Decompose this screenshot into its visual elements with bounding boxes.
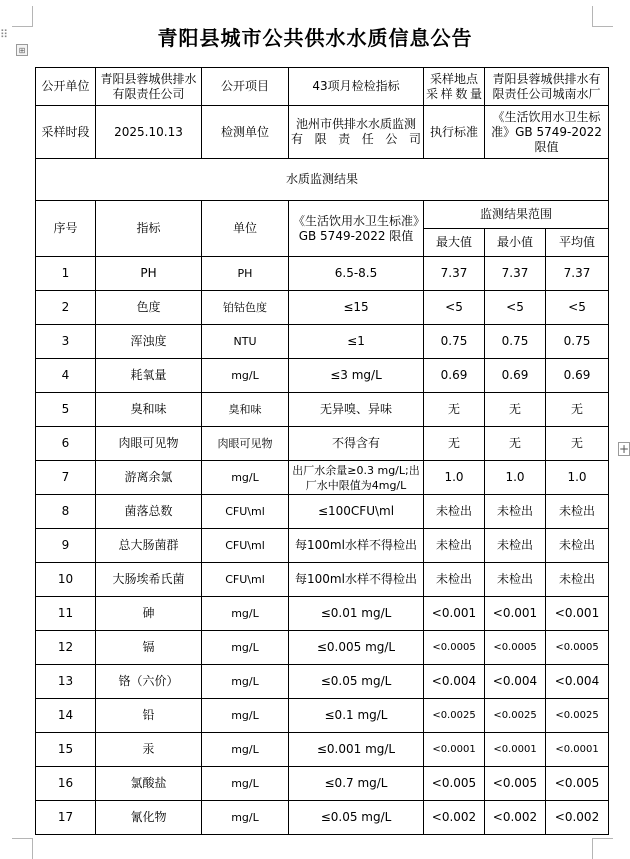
max-value: 1.0 xyxy=(424,461,485,495)
unit: mg/L xyxy=(202,665,289,699)
table-row xyxy=(36,291,609,325)
max-value: <0.0005 xyxy=(424,631,485,665)
min-value: 0.75 xyxy=(485,325,546,359)
table-row xyxy=(36,563,609,597)
table-row xyxy=(36,631,609,665)
standard-limit: ≤0.01 mg/L xyxy=(289,597,424,631)
indicator-name: PH xyxy=(96,257,202,291)
min-value: <0.0001 xyxy=(485,733,546,767)
max-value: <0.002 xyxy=(424,801,485,835)
table-row xyxy=(36,495,609,529)
max-value: 未检出 xyxy=(424,563,485,597)
public-unit-value: 青阳县蓉城供排水有限责任公司 xyxy=(96,68,202,106)
header-indicator: 指标 xyxy=(96,201,202,257)
avg-value: 未检出 xyxy=(546,495,609,529)
unit: mg/L xyxy=(202,597,289,631)
table-row xyxy=(36,767,609,801)
unit: 肉眼可见物 xyxy=(202,427,289,461)
sampling-time-value: 2025.10.13 xyxy=(96,106,202,159)
unit: CFU\ml xyxy=(202,563,289,597)
indicator-name: 砷 xyxy=(96,597,202,631)
table-row xyxy=(36,801,609,835)
row-no: 6 xyxy=(36,427,96,461)
table-row xyxy=(36,597,609,631)
standard-limit: ≤1 xyxy=(289,325,424,359)
max-value: 无 xyxy=(424,427,485,461)
max-value: <0.0001 xyxy=(424,733,485,767)
unit: CFU\ml xyxy=(202,529,289,563)
unit: mg/L xyxy=(202,767,289,801)
row-no: 4 xyxy=(36,359,96,393)
standard-limit: ≤0.05 mg/L xyxy=(289,801,424,835)
standard-limit: 不得含有 xyxy=(289,427,424,461)
public-unit-label: 公开单位 xyxy=(36,68,96,106)
max-value: 7.37 xyxy=(424,257,485,291)
row-no: 1 xyxy=(36,257,96,291)
header-range: 监测结果范围 xyxy=(424,201,609,229)
unit: PH xyxy=(202,257,289,291)
testing-unit-value: 池州市供排水水质监测有限责任公司 xyxy=(289,106,424,159)
avg-value: 7.37 xyxy=(546,257,609,291)
standard-limit: ≤0.1 mg/L xyxy=(289,699,424,733)
standard-limit: 6.5-8.5 xyxy=(289,257,424,291)
row-no: 3 xyxy=(36,325,96,359)
standard-limit: 每100ml水样不得检出 xyxy=(289,563,424,597)
min-value: 1.0 xyxy=(485,461,546,495)
table-row xyxy=(36,427,609,461)
water-quality-table xyxy=(35,67,609,835)
unit: mg/L xyxy=(202,359,289,393)
min-value: <0.0005 xyxy=(485,631,546,665)
standard-limit: ≤100CFU\ml xyxy=(289,495,424,529)
max-value: 未检出 xyxy=(424,529,485,563)
max-value: 未检出 xyxy=(424,495,485,529)
unit: mg/L xyxy=(202,801,289,835)
min-value: <0.002 xyxy=(485,801,546,835)
avg-value: <0.004 xyxy=(546,665,609,699)
avg-value: <0.002 xyxy=(546,801,609,835)
standard-limit: 每100ml水样不得检出 xyxy=(289,529,424,563)
row-no: 9 xyxy=(36,529,96,563)
avg-value: 1.0 xyxy=(546,461,609,495)
indicator-name: 臭和味 xyxy=(96,393,202,427)
unit: mg/L xyxy=(202,699,289,733)
standard-limit: 出厂水余量≥0.3 mg/L;出厂水中限值为4mg/L xyxy=(289,461,424,495)
standard-value: 《生活饮用水卫生标准》GB 5749-2022限值 xyxy=(485,106,609,159)
max-value: <0.005 xyxy=(424,767,485,801)
indicator-name: 镉 xyxy=(96,631,202,665)
table-row xyxy=(36,257,609,291)
standard-limit: ≤3 mg/L xyxy=(289,359,424,393)
table-row xyxy=(36,699,609,733)
indicator-name: 浑浊度 xyxy=(96,325,202,359)
table-row xyxy=(36,461,609,495)
unit: mg/L xyxy=(202,631,289,665)
standard-limit: ≤0.001 mg/L xyxy=(289,733,424,767)
crop-mark-bottom-right xyxy=(592,838,613,859)
avg-value: 0.69 xyxy=(546,359,609,393)
indicator-name: 氯酸盐 xyxy=(96,767,202,801)
info-row-2 xyxy=(36,106,609,159)
table-row xyxy=(36,359,609,393)
public-item-value: 43项月检检指标 xyxy=(289,68,424,106)
sampling-site-value: 青阳县蓉城供排水有限责任公司城南水厂 xyxy=(485,68,609,106)
add-column-icon[interactable]: + xyxy=(619,442,630,456)
min-value: 未检出 xyxy=(485,495,546,529)
page-title: 青阳县城市公共供水水质信息公告 xyxy=(157,26,473,50)
unit: NTU xyxy=(202,325,289,359)
indicator-name: 耗氧量 xyxy=(96,359,202,393)
standard-limit: ≤0.005 mg/L xyxy=(289,631,424,665)
header-avg: 平均值 xyxy=(546,229,609,257)
row-no: 11 xyxy=(36,597,96,631)
max-value: 0.75 xyxy=(424,325,485,359)
header-limit: 《生活饮用水卫生标准》GB 5749-2022 限值 xyxy=(289,201,424,257)
header-max: 最大值 xyxy=(424,229,485,257)
row-no: 2 xyxy=(36,291,96,325)
min-value: 7.37 xyxy=(485,257,546,291)
avg-value: 未检出 xyxy=(546,563,609,597)
table-move-handle-icon[interactable]: ⊞ xyxy=(16,44,28,56)
standard-limit: ≤0.05 mg/L xyxy=(289,665,424,699)
standard-limit: ≤15 xyxy=(289,291,424,325)
row-no: 12 xyxy=(36,631,96,665)
min-value: <0.004 xyxy=(485,665,546,699)
row-no: 10 xyxy=(36,563,96,597)
indicator-name: 氰化物 xyxy=(96,801,202,835)
avg-value: <0.0001 xyxy=(546,733,609,767)
indicator-name: 大肠埃希氏菌 xyxy=(96,563,202,597)
header-no: 序号 xyxy=(36,201,96,257)
indicator-name: 汞 xyxy=(96,733,202,767)
row-no: 17 xyxy=(36,801,96,835)
min-value: 无 xyxy=(485,427,546,461)
row-no: 16 xyxy=(36,767,96,801)
header-row-1 xyxy=(36,201,609,229)
table-row xyxy=(36,733,609,767)
avg-value: <0.005 xyxy=(546,767,609,801)
row-no: 13 xyxy=(36,665,96,699)
crop-mark-bottom-left xyxy=(12,838,33,859)
row-no: 15 xyxy=(36,733,96,767)
max-value: <0.004 xyxy=(424,665,485,699)
info-row-1 xyxy=(36,68,609,106)
min-value: 未检出 xyxy=(485,563,546,597)
max-value: <0.001 xyxy=(424,597,485,631)
min-value: <0.001 xyxy=(485,597,546,631)
unit: 铂钴色度 xyxy=(202,291,289,325)
avg-value: <0.001 xyxy=(546,597,609,631)
avg-value: 0.75 xyxy=(546,325,609,359)
sampling-time-label: 采样时段 xyxy=(36,106,96,159)
testing-unit-label: 检测单位 xyxy=(202,106,289,159)
unit: CFU\ml xyxy=(202,495,289,529)
unit: 臭和味 xyxy=(202,393,289,427)
table-row xyxy=(36,529,609,563)
min-value: <0.0025 xyxy=(485,699,546,733)
row-no: 14 xyxy=(36,699,96,733)
avg-value: 无 xyxy=(546,427,609,461)
avg-value: 无 xyxy=(546,393,609,427)
avg-value: <0.0025 xyxy=(546,699,609,733)
max-value: 0.69 xyxy=(424,359,485,393)
header-min: 最小值 xyxy=(485,229,546,257)
row-no: 8 xyxy=(36,495,96,529)
indicator-name: 菌落总数 xyxy=(96,495,202,529)
standard-label: 执行标准 xyxy=(424,106,485,159)
indicator-name: 铬（六价） xyxy=(96,665,202,699)
unit: mg/L xyxy=(202,733,289,767)
table-row xyxy=(36,665,609,699)
avg-value: 未检出 xyxy=(546,529,609,563)
row-no: 7 xyxy=(36,461,96,495)
min-value: <5 xyxy=(485,291,546,325)
row-no: 5 xyxy=(36,393,96,427)
header-unit: 单位 xyxy=(202,201,289,257)
min-value: 0.69 xyxy=(485,359,546,393)
max-value: <5 xyxy=(424,291,485,325)
table-row xyxy=(36,325,609,359)
indicator-name: 游离余氯 xyxy=(96,461,202,495)
public-item-label: 公开项目 xyxy=(202,68,289,106)
table-row xyxy=(36,393,609,427)
indicator-name: 总大肠菌群 xyxy=(96,529,202,563)
min-value: <0.005 xyxy=(485,767,546,801)
drag-grip-icon[interactable]: ⠿ xyxy=(0,28,8,41)
standard-limit: 无异嗅、异味 xyxy=(289,393,424,427)
standard-limit: ≤0.7 mg/L xyxy=(289,767,424,801)
indicator-name: 铅 xyxy=(96,699,202,733)
avg-value: <0.0005 xyxy=(546,631,609,665)
indicator-name: 色度 xyxy=(96,291,202,325)
indicator-name: 肉眼可见物 xyxy=(96,427,202,461)
section-title-row xyxy=(36,159,609,201)
unit: mg/L xyxy=(202,461,289,495)
min-value: 无 xyxy=(485,393,546,427)
min-value: 未检出 xyxy=(485,529,546,563)
max-value: 无 xyxy=(424,393,485,427)
section-title: 水质监测结果 xyxy=(36,159,609,201)
avg-value: <5 xyxy=(546,291,609,325)
sampling-site-label: 采样地点采样数量 xyxy=(424,68,485,106)
max-value: <0.0025 xyxy=(424,699,485,733)
